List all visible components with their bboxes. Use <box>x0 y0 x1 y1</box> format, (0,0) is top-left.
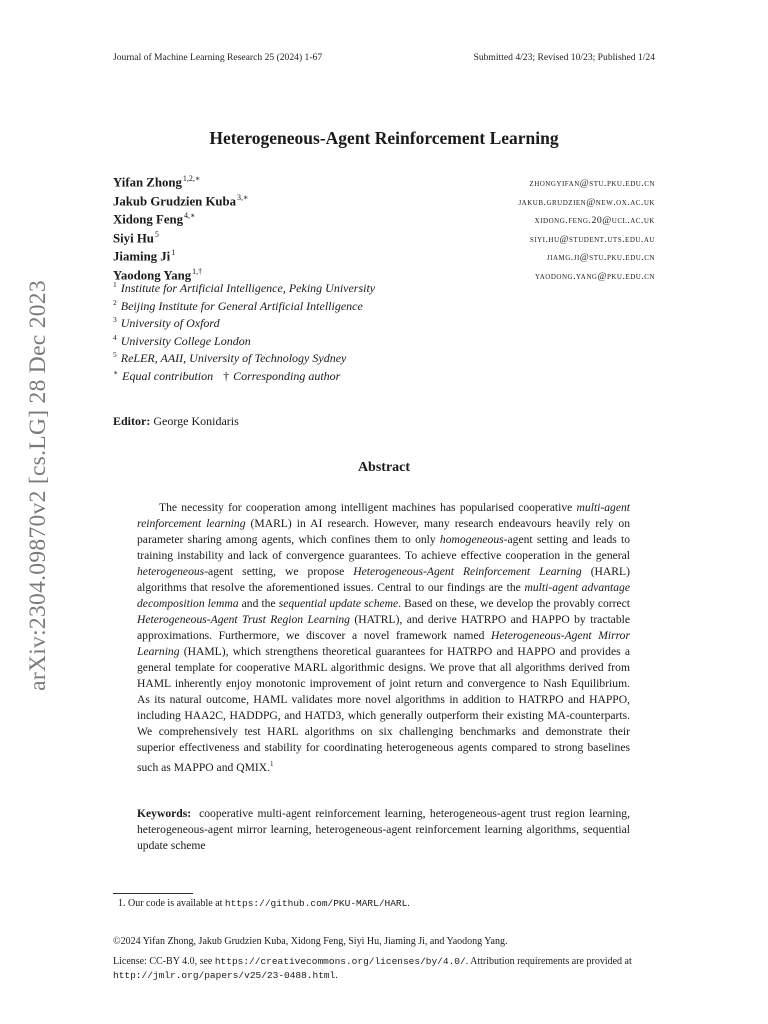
affiliation: $^2$ Beijing Institute for General Artificial Intelligence <box>113 297 363 313</box>
author-email: siyi.hu@student.uts.edu.au <box>529 233 655 245</box>
author-name: Yifan Zhong$^{1,2,∗}$ <box>113 174 201 190</box>
author-row <box>113 230 655 249</box>
author-affil-sup: 1 <box>171 248 176 257</box>
abstract-emphasis: sequential update scheme <box>278 597 399 610</box>
footnote-marker: 1 <box>270 760 274 768</box>
author-name: Xidong Feng$^{4,∗}$ <box>113 211 196 227</box>
abstract-emphasis: Heterogeneous-Agent Trust Region Learning <box>137 613 350 626</box>
paper-title: Heterogeneous-Agent Reinforcement Learning <box>209 128 559 148</box>
author-name: Siyi Hu$^5$ <box>113 229 159 245</box>
author-row <box>113 248 655 267</box>
affiliation: $^3$ University of Oxford <box>113 315 220 331</box>
abstract-emphasis: Heterogeneous-Agent Mirror Learning <box>137 629 630 658</box>
dagger-symbol: † <box>223 368 230 383</box>
author-email: jakub.grudzien@new.ox.ac.uk <box>518 196 655 208</box>
author-name: Jiaming Ji$^1$ <box>113 248 176 264</box>
author-row <box>113 174 655 193</box>
author-name: Yaodong Yang$^{1,\dagger}$ <box>113 266 203 282</box>
footnote-rule <box>113 893 193 894</box>
abstract-text: -agent setting, we propose <box>204 565 354 578</box>
abstract-text: and the <box>238 597 279 610</box>
affiliation: $^4$ University College London <box>113 332 251 348</box>
author-affil-sup: 1,† <box>192 266 203 276</box>
abstract-heading: Abstract <box>357 460 411 475</box>
author-email: yaodong.yang@pku.edu.cn <box>534 270 655 282</box>
keywords <box>137 806 630 854</box>
author-email: xidong.feng.20@ucl.ac.uk <box>534 215 655 227</box>
editor-label: Editor: <box>113 414 151 428</box>
abstract-text: (MARL) in AI research. However, many research endeavours heavily rely on parameter sharing among agents, which confines them to only <box>137 517 631 546</box>
paper-link[interactable]: http://jmlr.org/papers/v25/23-0488.html <box>113 969 336 981</box>
submission-dates: Submitted 4/23; Revised 10/23; Published 1/24 <box>473 52 655 63</box>
affiliation: $^1$ Institute for Artificial Intelligence, Peking University <box>113 280 376 295</box>
editor-name: George Konidaris <box>153 414 239 428</box>
abstract-emphasis: Heterogeneous-Agent Reinforcement Learning <box>353 565 582 578</box>
abstract-text: (HARL) algorithms that resolve the aforementioned issues. Central to our findings are the <box>137 565 630 594</box>
author-affil-sup: 3,∗ <box>237 192 249 202</box>
abstract-text: (HAML), which strengthens theoretical guarantees for HATRPO and HAPPO and provides a general template for cooperative MARL algorithmic designs. We prove that all algorithms derived from HAML inherently enjoy monotonic improvement of joint return and convergence to Nash Equilibrium. As its natural outcome, HAML validates more novel algorithms in addition to HATRPO and HAPPO, including HAA2C, HADDPG, and HATD3, which generally outperform their existing MA-counterparts. We comprehensively test HARL algorithms on six challenging benchmarks and demonstrate their superior effectiveness and stability for coordinating heterogeneous agents compared to strong baselines such as MAPPO and QMIX. <box>137 645 630 774</box>
abstract-emphasis: multi-agent reinforcement learning <box>137 501 630 530</box>
author-affil-sup: 1,2,∗ <box>182 174 201 183</box>
author-row <box>113 193 655 212</box>
abstract-emphasis: heterogeneous <box>137 565 205 578</box>
author-list <box>113 174 655 285</box>
license-line: License: CC-BY 4.0, see https://creativecommons.org/licenses/by/4.0/. Attribution requirements are provided at http://jmlr.org/papers/v25/23-0488.html. <box>113 956 632 981</box>
keywords-label: Keywords: <box>137 807 192 820</box>
keywords-text: cooperative multi-agent reinforcement learning, heterogeneous-agent trust region learning, heterogeneous-agent mirror learning, heterogeneous-agent reinforcement learning algorithms, sequential update scheme <box>137 807 630 852</box>
abstract-body <box>137 500 630 776</box>
author-name: Jakub Grudzien Kuba$^{3,∗}$ <box>113 192 249 208</box>
running-header <box>113 52 655 63</box>
editor-line <box>113 414 239 429</box>
contribution-note: ∗ Equal contribution † Corresponding author <box>113 367 341 383</box>
arxiv-stamp-text: arXiv:2304.09870v2 [cs.LG] 28 Dec 2023 <box>24 279 51 691</box>
arxiv-stamp <box>19 270 57 700</box>
author-affil-sup: 5 <box>154 229 159 239</box>
author-email: jiamg.ji@stu.pku.edu.cn <box>546 252 655 264</box>
abstract-text: The necessity for cooperation among intelligent machines has popularised cooperative <box>159 501 577 514</box>
author-email: zhongyifan@stu.pku.edu.cn <box>529 178 655 190</box>
journal-info: Journal of Machine Learning Research 25 (2024) 1-67 <box>113 52 323 63</box>
abstract-text: (HATRL), and derive HATRPO and HAPPO by tractable approximations. Furthermore, we discover a novel framework named <box>137 613 630 642</box>
copyright-line: ©2024 Yifan Zhong, Jakub Grudzien Kuba, Xidong Feng, Siyi Hu, Jiaming Ji, and Yaodong Yang. <box>113 936 508 947</box>
code-link[interactable]: https://github.com/PKU-MARL/HARL <box>224 898 408 909</box>
abstract-emphasis: multi-agent advantage decomposition lemma <box>137 581 630 610</box>
affiliation: $^5$ ReLER, AAII, University of Technology Sydney <box>113 350 347 366</box>
affiliation-list <box>113 280 655 386</box>
abstract-emphasis: homogeneous <box>439 533 504 546</box>
license-link[interactable]: https://creativecommons.org/licenses/by/4.0/ <box>214 956 466 967</box>
footnote: 1. Our code is available at https://github.com/PKU-MARL/HARL. <box>118 898 410 909</box>
abstract-text: -agent setting and leads to training instability and lack of convergence guarantees. To achieve effective cooperation in the general <box>137 533 630 562</box>
author-row <box>113 211 655 230</box>
abstract-text: . Based on these, we develop the provably correct <box>398 597 630 610</box>
author-affil-sup: 4,∗ <box>184 211 196 220</box>
